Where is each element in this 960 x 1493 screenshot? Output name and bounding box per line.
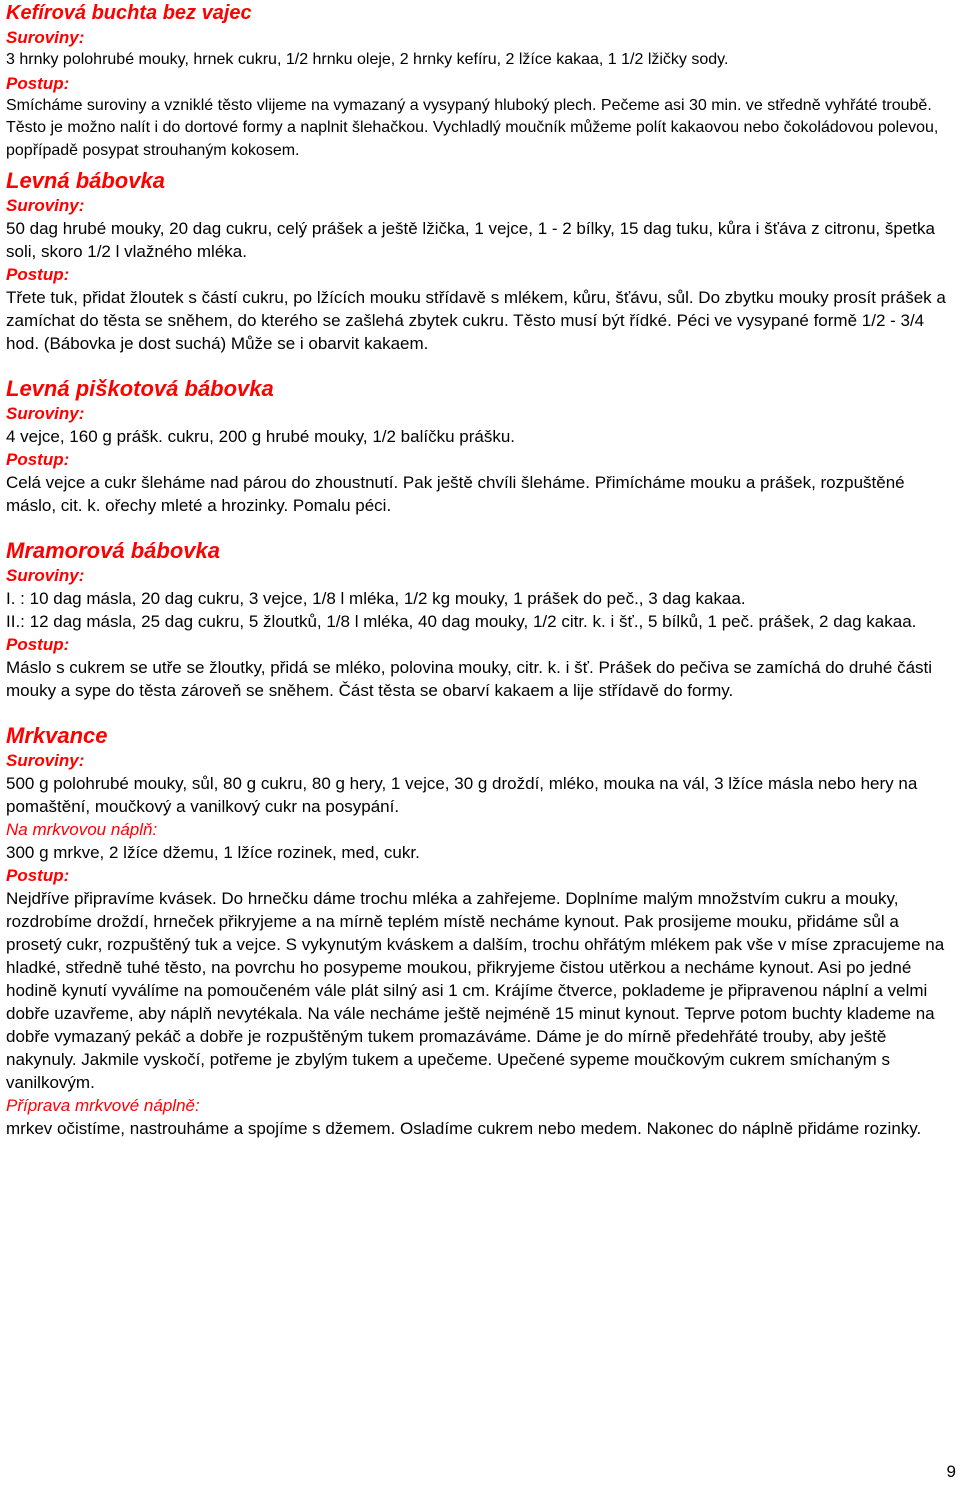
ingredients-label: Suroviny: [6,28,85,47]
method-label: Postup: [6,73,70,93]
recipe-kefirova-buchta [6,0,950,162]
method-text: Máslo s cukrem se utře se žloutky, přidá se mléko, polovina mouky, citr. k. i šť. Prášek do pečiva se zamíchá do druhé části mouky a sype do těsta zároveň se sněhem. Část těsta se obarví kakaem a lije střídavě do formy. [6,658,933,700]
method-text: Celá vejce a cukr šleháme nad párou do zhoustnutí. Pak ještě chvíli šleháme. Přimícháme mouku a prášek, rozpuštěné máslo, cit. k. ořechy mleté a hrozinky. Pomalu péci. [6,473,905,515]
recipe-title: Kefírová buchta bez vajec [6,2,252,24]
ingredients-label: Suroviny: [6,404,85,423]
method-label: Postup: [6,635,70,654]
prep-label: Příprava mrkvové náplně: [6,1096,200,1115]
recipe-title: Levná piškotová bábovka [6,376,274,401]
recipe-levna-babovka [6,168,950,355]
method-label: Postup: [6,866,70,885]
method-text: Třete tuk, přidat žloutek s částí cukru, po lžících mouku střídavě s mlékem, kůru, šťávu, sůl. Do zbytku mouky prosít prášek a zamíchat do těsta se sněhem, do kterého se zašlehá zbytek cukru. Těsto musí být řídké. Péci ve vysypané formě 1/2 - 3/4 hod. (Bábovka je dost suchá) Může se i obarvit kakaem. [6,288,946,353]
recipe-mramorova-babovka [6,538,950,702]
ingredients-label: Suroviny: [6,566,85,585]
ingredients-text-part-2: II.: 12 dag másla, 25 dag cukru, 5 žloutků, 1/8 l mléka, 40 dag mouky, 1/2 citr. k. i šť., 5 bílků, 1 peč. prášek, 2 dag kakaa. [6,612,917,631]
method-text: Smícháme suroviny a vzniklé těsto vlijeme na vymazaný a vysypaný hluboký plech. Pečeme asi 30 min. ve středně vyhřáté troubě. Těsto je možno nalít i do dortové formy a naplnit šlehačkou. Vychladlý moučník můžeme polít kakaovou nebo čokoládovou polevou, popřípadě posypat strouhaným kokosem. [6,96,939,159]
method-text: Nejdříve připravíme kvásek. Do hrnečku dáme trochu mléka a zahřejeme. Doplníme malým množstvím cukru a mouky, rozdrobíme droždí, hrneček přikryjeme a na mírně teplém místě necháme kynout. Pak prosijeme mouku, přidáme sůl a prosetý cukr, rozpuštěný tuk a vejce. S vykynutým kváskem a dalším, trochu ohřátým mlékem pak vše v míse zpracujeme na hladké, středně tuhé těsto, na povrchu ho posypeme moukou, přikryjeme čistou utěrkou a necháme kynout. Asi po jedné hodině kynutí vyválíme na pomoučeném vále plát silný asi 1 cm. Krájíme čtverce, poklademe je připravenou náplní a velmi dobře uzavřeme, aby náplň nevytékala. Na vále necháme ještě nejméně 15 minut kynout. Teprve potom buchty klademe na dobře vymazaný pekáč a dobře je rozpuštěným tukem promazáváme. Dáme je do mírně předehřáté trouby, aby ještě nakynuly. Jakmile vyskočí, potřeme je zbylým tukem a upečeme. Upečené sypeme moučkovým cukrem smíchaným s vanilkovým. [6,889,945,1092]
ingredients-text: 4 vejce, 160 g prášk. cukru, 200 g hrubé mouky, 1/2 balíčku prášku. [6,427,516,446]
ingredients-label: Suroviny: [6,751,85,770]
method-label: Postup: [6,265,70,284]
recipe-title: Mramorová bábovka [6,538,220,563]
prep-text: mrkev očistíme, nastrouháme a spojíme s džemem. Osladíme cukrem nebo medem. Nakonec do náplně přidáme rozinky. [6,1119,922,1138]
recipe-title: Mrkvance [6,723,108,748]
filling-label: Na mrkvovou náplň: [6,820,158,839]
recipe-mrkvance [6,723,950,1140]
recipe-title: Levná bábovka [6,168,165,193]
ingredients-text-part-1: I. : 10 dag másla, 20 dag cukru, 3 vejce, 1/8 l mléka, 1/2 kg mouky, 1 prášek do peč., 3 dag kakaa. [6,589,746,608]
ingredients-text: 50 dag hrubé mouky, 20 dag cukru, celý prášek a ještě lžička, 1 vejce, 1 - 2 bílky, 15 dag tuku, kůra i šťáva z citronu, špetka soli, skoro 1/2 l vlažného mléka. [6,219,935,261]
ingredients-text: 500 g polohrubé mouky, sůl, 80 g cukru, 80 g hery, 1 vejce, 30 g droždí, mléko, mouka na vál, 3 lžíce másla nebo hery na pomaštění, moučkový a vanilkový cukr na posypání. [6,774,918,816]
method-label: Postup: [6,450,70,469]
document-page [6,0,950,1140]
ingredients-label: Suroviny: [6,196,85,215]
filling-text: 300 g mrkve, 2 lžíce džemu, 1 lžíce rozinek, med, cukr. [6,843,420,862]
page-number: 9 [946,1462,956,1481]
ingredients-text: 3 hrnky polohrubé mouky, hrnek cukru, 1/2 hrnku oleje, 2 hrnky kefíru, 2 lžíce kakaa, 1 1/2 lžičky sody. [6,51,729,68]
recipe-levna-piskotova-babovka [6,376,950,517]
